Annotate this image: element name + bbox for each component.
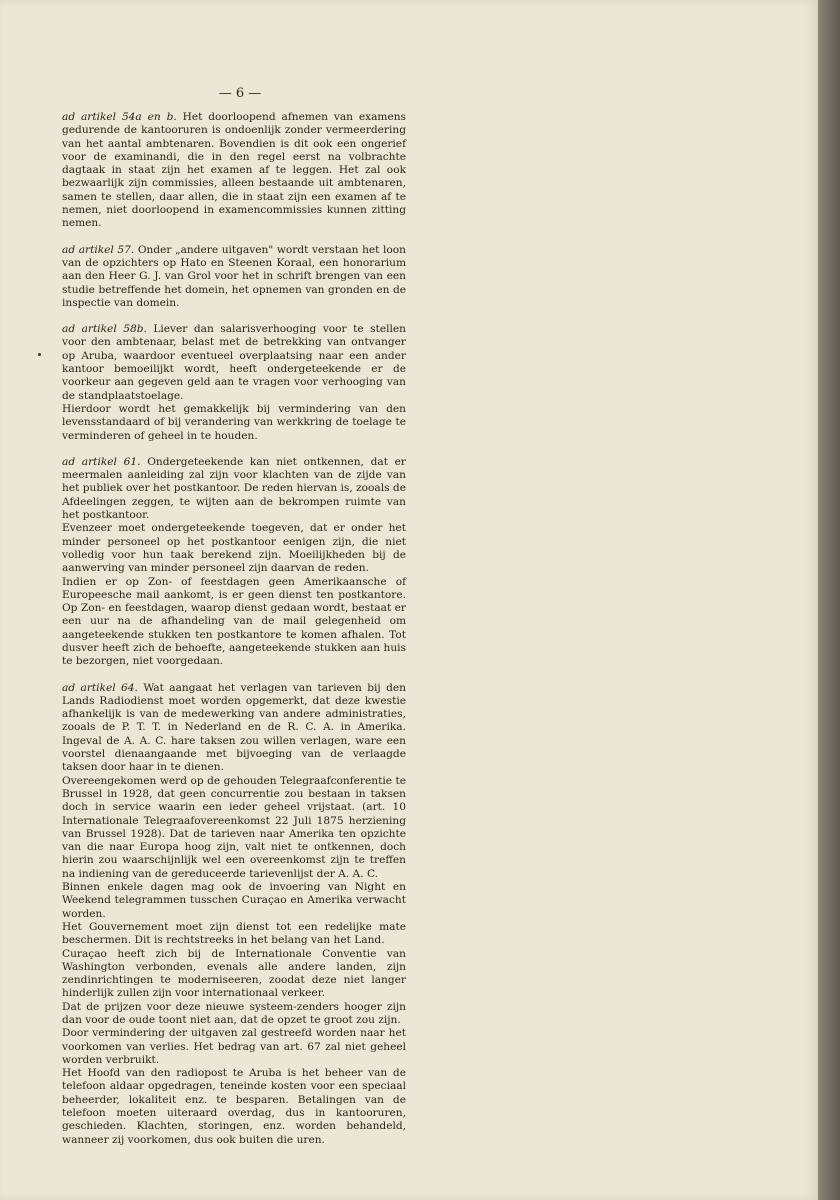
paragraph: Curaçao heeft zich bij de Internationale Conventie van Washington verbonden, evenals alle andere landen, zijn zendinrichtingen te moderniseeren, zoodat deze niet langer hinderlijk zullen zijn voor internationaal verkeer. [62, 947, 406, 1000]
paragraph: Het Gouvernement moet zijn dienst tot een redelijke mate beschermen. Dit is rechtstreeks in het belang van het Land. [62, 920, 406, 947]
body-text [62, 111, 406, 1147]
page-edge [818, 0, 840, 1200]
article-reference: ad artikel 58b. [62, 323, 147, 336]
paragraph: Hierdoor wordt het gemakkelijk bij vermindering van den levensstandaard of bij verandering van werkkring de toelage te verminderen of geheel in te houden. [62, 402, 406, 442]
paragraph: ad artikel 54a en b. Het doorloopend afnemen van examens gedurende de kantooruren is ondoenlijk zonder vermeerdering van het aantal ambtenaren. Bovendien is dit ook een ongerief voor de examinandi, die in den regel eerst na volbrachte dagtaak in staat zijn het examen af te leggen. Het zal ook bezwaarlijk zijn commissies, alleen bestaande uit ambtenaren, samen te stellen, daar allen, die in staat zijn een examen af te nemen, niet doorloopend in examencommissies kunnen zitting nemen. [62, 111, 406, 230]
paragraph: ad artikel 61. Ondergeteekende kan niet ontkennen, dat er meermalen aanleiding zal zijn voor klachten van de zijde van het publiek over het postkantoor. De reden hiervan is, zooals de Afdeelingen zeggen, te wijten aan de bekrompen ruimte van het postkantoor. [62, 455, 406, 522]
paragraph: Binnen enkele dagen mag ook de invoering van Night en Weekend telegrammen tusschen Curaçao en Amerika verwacht worden. [62, 881, 406, 920]
margin-mark [38, 353, 41, 356]
paragraph: Evenzeer moet ondergeteekende toegeven, dat er onder het minder personeel op het postkantoor eenigen zijn, die niet volledig voor hun taak berekend zijn. Moeilijkheden bij de aanwerving van minder personeel zijn daarvan de reden. [62, 522, 406, 575]
article-reference: ad artikel 57. [62, 243, 135, 256]
paragraph: Door vermindering der uitgaven zal gestreefd worden naar het voorkomen van verlies. Het bedrag van art. 67 zal niet geheel worden verbruikt. [62, 1027, 406, 1066]
article-reference: ad artikel 61. [62, 455, 141, 468]
paragraph: Indien er op Zon- of feestdagen geen Amerikaansche of Europeesche mail aankomt, is er geen dienst ten postkantore. Op Zon- en feestdagen, waarop dienst gedaan wordt, bestaat er een uur na de afhandeling van de mail gelegenheid om aangeteekende stukken ten postkantore te komen afhalen. Tot dusver heeft zich de behoefte, aangeteekende stukken aan huis te bezorgen, niet voorgedaan. [62, 575, 406, 668]
paragraph: Overeengekomen werd op de gehouden Telegraafconferentie te Brussel in 1928, dat geen concurrentie zou bestaan in taksen doch in service waarin een ieder geheel vrijstaat. (art. 10 Internationale Telegraafovereenkomst 22 Juli 1875 herziening van Brussel 1928). Dat de tarieven naar Amerika ten opzichte van die naar Europa hoog zijn, valt niet te ontkennen, doch hierin zou waarschijnlijk wel een overeenkomst zijn te treffen na indiening van de gereduceerde tarievenlijst der A. A. C. [62, 774, 406, 880]
paragraph: ad artikel 64. Wat aangaat het verlagen van tarieven bij den Lands Radiodienst moet worden opgemerkt, dat deze kwestie afhankelijk is van de medewerking van andere administraties, zooals de P. T. T. in Nederland en de R. C. A. in Amerika. Ingeval de A. A. C. hare taksen zou willen verlagen, ware een voorstel dienaangaande met bijvoeging van de verlaagde taksen door haar in te dienen. [62, 681, 406, 774]
paragraph: ad artikel 57. Onder „andere uitgaven" wordt verstaan het loon van de opzichters op Hato en Steenen Koraal, een honorarium aan den Heer G. J. van Grol voor het in schrift brengen van een studie betreffende het domein, het opnemen van gronden en de inspectie van domein. [62, 243, 406, 309]
article-reference: ad artikel 64. [62, 681, 138, 694]
paragraph: ad artikel 58b. Liever dan salarisverhooging voor te stellen voor den ambtenaar, belast met de betrekking van ontvanger op Aruba, waardoor eventueel overplaatsing naar een ander kantoor bemoeilijkt wordt, heeft ondergeteekende er de voorkeur aan gegeven geld aan te vragen voor verhooging van de standplaatstoelage. [62, 323, 406, 402]
page-number: — 6 — [218, 86, 262, 101]
paragraph: Het Hoofd van den radiopost te Aruba is het beheer van de telefoon aldaar opgedragen, teneinde kosten voor een speciaal beheerder, lokaliteit enz. te besparen. Betalingen van de telefoon moeten uiteraard overdag, dus in kantooruren, geschieden. Klachten, storingen, enz. worden behandeld, wanneer zij voorkomen, dus ook buiten die uren. [62, 1067, 406, 1146]
paragraph: Dat de prijzen voor deze nieuwe systeem-zenders hooger zijn dan voor de oude toont niet aan, dat de opzet te groot zou zijn. [62, 1000, 406, 1026]
article-reference: ad artikel 54a en b. [62, 111, 177, 123]
